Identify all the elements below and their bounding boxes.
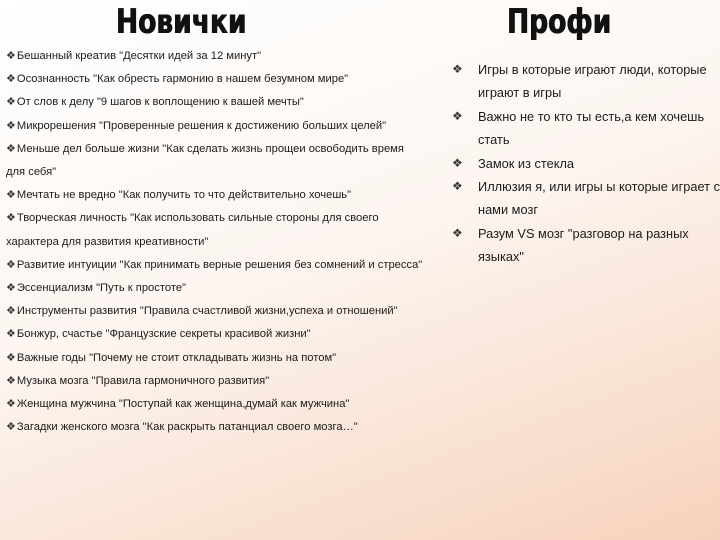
novice-book-list — [6, 45, 426, 439]
bullet-icon: ❖ — [452, 179, 463, 194]
list-item-text: Женщина мужчина "Поступай как женщина,думай как мужчина" — [16, 398, 350, 411]
list-item-text: Важные годы "Почему не стоит откладывать жизнь на потом" — [16, 351, 337, 364]
list-item-text: Мечтать не вредно "Как получить то что действительно хочешь" — [16, 189, 352, 202]
list-item — [6, 254, 426, 277]
bullet-icon: ❖ — [6, 212, 16, 225]
bullet-icon: ❖ — [6, 258, 16, 271]
list-item-text: Разум VS мозг "разговор на разных языках" — [478, 225, 689, 265]
list-item — [6, 300, 426, 323]
list-item-text: Загадки женского мозга "Как раскрыть патанциал своего мозга…" — [16, 421, 358, 434]
list-item — [6, 138, 426, 184]
list-item-text: Важно не то кто ты есть,а кем хочешь стать — [478, 108, 705, 148]
bullet-icon: ❖ — [6, 96, 16, 109]
list-item — [452, 175, 720, 222]
list-item-text: Бешанный креатив "Десятки идей за 12 минут" — [16, 50, 262, 62]
list-item — [6, 416, 426, 439]
bullet-icon: ❖ — [452, 155, 463, 170]
bullet-icon: ❖ — [6, 398, 16, 411]
bullet-icon: ❖ — [6, 189, 16, 202]
list-item-text: Эссенциализм "Путь к простоте" — [16, 282, 187, 295]
bullet-icon: ❖ — [6, 119, 16, 132]
list-item — [6, 347, 426, 370]
list-item — [6, 115, 426, 138]
list-item — [452, 105, 720, 152]
bullet-icon: ❖ — [6, 328, 16, 341]
list-item-text: Музыка мозга "Правила гармоничного развития" — [16, 374, 270, 387]
list-item-text: Игры в которые играют люди, которые играют в игры — [478, 62, 707, 101]
bullet-icon: ❖ — [6, 282, 16, 295]
bullet-icon: ❖ — [6, 73, 16, 86]
bullet-icon: ❖ — [452, 225, 463, 240]
bullet-icon: ❖ — [6, 142, 16, 155]
list-item — [6, 45, 426, 68]
bullet-icon: ❖ — [6, 351, 16, 364]
bullet-icon: ❖ — [452, 62, 463, 76]
list-item — [6, 393, 426, 416]
list-item-text: Иллюзия я, или игры ы которые играет с нами мозг — [478, 179, 720, 218]
list-item — [452, 152, 720, 175]
list-item — [6, 370, 426, 393]
list-item-text: Микрорешения "Проверенные решения к достижению больших целей" — [16, 119, 387, 132]
list-item — [6, 91, 426, 114]
list-item-text: Творческая личность "Как использовать сильные стороны для своего характера для развития креативности" — [6, 212, 379, 248]
list-item — [452, 58, 720, 105]
heading-novices: Новички — [116, 2, 247, 42]
list-item-text: Осознанность "Как обресть гармонию в нашем безумном мире" — [16, 73, 349, 86]
list-item-text: Инструменты развития "Правила счастливой жизни,успеха и отношений" — [16, 305, 398, 318]
list-item-text: От слов к делу "9 шагов к воплощению к вашей мечты" — [16, 96, 304, 109]
heading-pros: Профи — [507, 2, 612, 42]
bullet-icon: ❖ — [6, 374, 16, 387]
bullet-icon: ❖ — [6, 50, 16, 62]
list-item-text: Замок из стекла — [478, 155, 575, 171]
bullet-icon: ❖ — [6, 305, 16, 318]
list-item — [6, 68, 426, 91]
bullet-icon: ❖ — [452, 108, 463, 123]
list-item — [6, 207, 426, 253]
list-item-text: Меньше дел больше жизни "Как сделать жизнь прощеи освободить время для себя" — [6, 142, 404, 179]
list-item — [452, 222, 720, 269]
list-item — [6, 277, 426, 300]
bullet-icon: ❖ — [6, 421, 16, 434]
list-item-text: Бонжур, счастье "Французские секреты красивой жизни" — [16, 328, 311, 341]
list-item-text: Развитие интуиции "Как принимать верные решения без сомнений и стресса" — [16, 258, 423, 271]
list-item — [6, 184, 426, 207]
list-item — [6, 323, 426, 346]
pro-book-list — [452, 58, 720, 269]
